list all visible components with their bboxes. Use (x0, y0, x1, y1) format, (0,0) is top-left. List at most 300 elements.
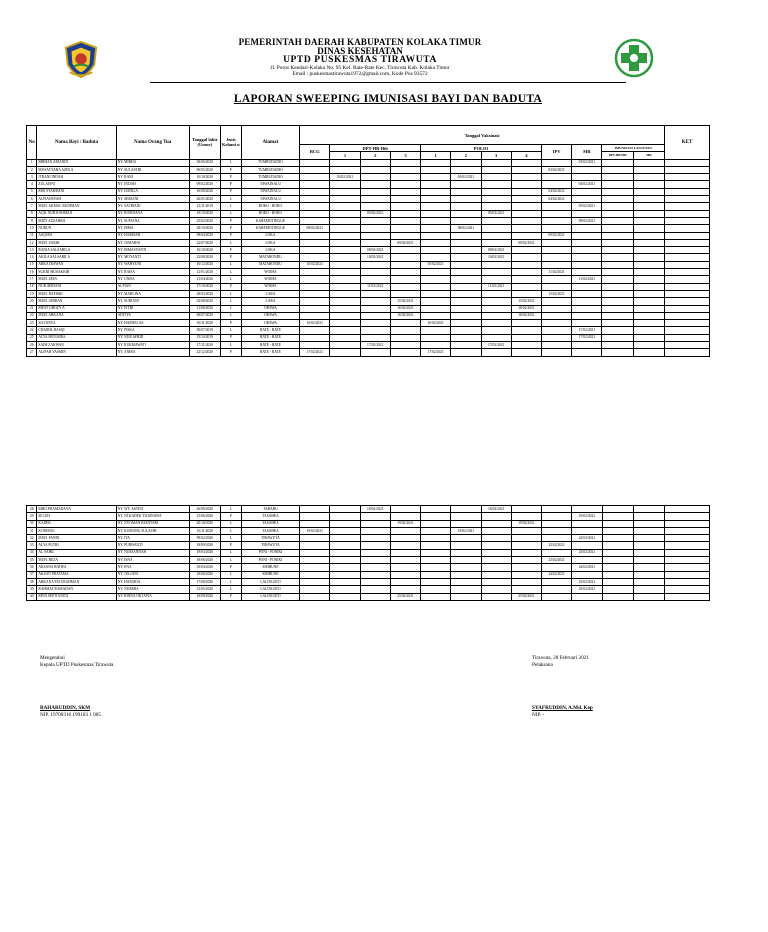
table-row (27, 276, 710, 283)
table-cell (542, 586, 572, 593)
table-cell (602, 247, 633, 254)
table-cell: 30/06/2020 (189, 159, 220, 166)
table-cell: 24/02/2021 (542, 571, 572, 578)
table-cell (300, 593, 330, 600)
table-cell: 18/02/2021 (360, 506, 390, 513)
table-cell (572, 520, 602, 527)
sig-right-name: SYAFRUDDIN, A.Md. Kep (532, 705, 593, 711)
table-cell (421, 276, 451, 283)
table-cell: LALINGATO (241, 578, 299, 585)
table-cell: NY. DAHLIA (116, 188, 189, 195)
table-cell (511, 232, 541, 239)
table-row (27, 586, 710, 593)
table-cell (665, 513, 710, 520)
table-cell (300, 188, 330, 195)
table-cell (421, 196, 451, 203)
header-address: Jl. Poros Kendari-Kolaka No. 95 Kel. Rate-Rate Kec. Tirawuta Kab. Kolaka Timur (270, 65, 450, 71)
table-cell (360, 261, 390, 268)
table-cell: 22/07/2020 (189, 239, 220, 246)
table-cell: P (220, 181, 241, 188)
table-cell: 15/02/2021 (542, 290, 572, 297)
table-cell: P (220, 349, 241, 356)
table-cell (511, 217, 541, 224)
table-cell (633, 261, 664, 268)
table-cell (665, 334, 710, 341)
table-cell (665, 181, 710, 188)
table-cell (602, 342, 633, 349)
table-cell (330, 578, 360, 585)
table-cell: 12 (27, 239, 37, 246)
table-cell (451, 342, 481, 349)
table-cell (665, 174, 710, 181)
table-cell: L (220, 327, 241, 334)
table-cell: ZULAISNI (37, 181, 116, 188)
table-cell: 26/09/2020 (189, 506, 220, 513)
table-cell: NY. HASRIAH (116, 232, 189, 239)
puskesmas-logo (614, 38, 654, 78)
table-cell (360, 225, 390, 232)
table-cell: 18/06/2020 (189, 571, 220, 578)
table-cell: LARA (241, 298, 299, 305)
table-cell (665, 586, 710, 593)
table-cell: WOIHA (241, 283, 299, 290)
table-cell (360, 290, 390, 297)
table-cell: MUH. ARKANA (37, 312, 116, 319)
signature-left (40, 655, 113, 719)
table-cell (300, 506, 330, 513)
table-row (27, 181, 710, 188)
table-cell: 09/02/2021 (481, 247, 511, 254)
table-cell: L (220, 586, 241, 593)
table-cell (602, 506, 633, 513)
table-cell: LOKA (241, 239, 299, 246)
table-cell: 16/12/2020 (189, 261, 220, 268)
table-cell: 06/05/2020 (189, 166, 220, 173)
table-cell: L (220, 269, 241, 276)
table-cell (390, 542, 420, 549)
table-cell (665, 542, 710, 549)
table-row (27, 210, 710, 217)
table-cell: NY. HASNIDA (116, 578, 189, 585)
table-cell (330, 513, 360, 520)
table-cell (451, 203, 481, 210)
table-cell: TUMBUDADIO (241, 166, 299, 173)
col-header-jk: Jenis Kelami n (220, 126, 241, 160)
table-cell (665, 166, 710, 173)
table-cell (330, 239, 360, 246)
table-cell: 17/10/2020 (189, 283, 220, 290)
table-cell (451, 159, 481, 166)
table-cell (633, 174, 664, 181)
table-cell (421, 549, 451, 556)
table-cell (602, 298, 633, 305)
table-cell: 25 (27, 334, 37, 341)
table-row (27, 225, 710, 232)
table-cell (360, 312, 390, 319)
table-cell (451, 196, 481, 203)
table-cell (481, 586, 511, 593)
col-header-lanjutan: IMUNISASI LANJUTAN (602, 145, 665, 152)
table-cell (572, 261, 602, 268)
table-cell (572, 232, 602, 239)
table-cell: TIRAWUTA (241, 542, 299, 549)
table-cell (572, 557, 602, 564)
table-cell (330, 210, 360, 217)
table-cell (451, 217, 481, 224)
table-cell: KOMANG (37, 527, 116, 534)
table-cell (633, 520, 664, 527)
table-cell (390, 276, 420, 283)
table-cell (542, 247, 572, 254)
table-cell: L (220, 312, 241, 319)
table-cell: 17/02/2021 (300, 349, 330, 356)
table-cell (421, 312, 451, 319)
table-cell (451, 276, 481, 283)
table-cell (421, 210, 451, 217)
table-cell (665, 506, 710, 513)
table-cell: ALFIANSYAH (37, 196, 116, 203)
table-cell: 39 (27, 586, 37, 593)
table-cell: 11/02/2021 (360, 283, 390, 290)
table-cell: NY. NURMIA (116, 586, 189, 593)
table-cell (602, 557, 633, 564)
table-cell (390, 188, 420, 195)
table-cell (633, 203, 664, 210)
table-cell (542, 349, 572, 356)
table-cell: 24 (27, 327, 37, 334)
table-cell: RATE - RATE (241, 342, 299, 349)
table-cell: 09/04/2020 (189, 232, 220, 239)
table-cell: TASAHEA (241, 520, 299, 527)
table-cell: 8 (27, 210, 37, 217)
table-cell (330, 305, 360, 312)
table-cell: 38 (27, 578, 37, 585)
table-cell: KAREMOTINGGE (241, 217, 299, 224)
table-cell: P (220, 225, 241, 232)
table-cell (300, 571, 330, 578)
table-cell (330, 506, 360, 513)
table-cell (511, 320, 541, 327)
table-cell (633, 232, 664, 239)
table-cell: 02/08/2020 (189, 298, 220, 305)
table-row (27, 578, 710, 585)
sig-right-line1: Tirawuta, 28 Februari 2021 (532, 655, 589, 661)
table-cell: KADEK (37, 520, 116, 527)
table-row (27, 527, 710, 534)
table-cell (421, 586, 451, 593)
col-header-dpt: DPT-HB-Hib (330, 145, 421, 152)
table-cell (421, 181, 451, 188)
table-cell (481, 334, 511, 341)
table-cell: 22/02/2021 (572, 535, 602, 542)
table-cell (330, 203, 360, 210)
table-cell (330, 276, 360, 283)
table-cell (542, 217, 572, 224)
table-cell: L (220, 535, 241, 542)
table-cell (421, 254, 451, 261)
table-cell (542, 305, 572, 312)
table-cell (390, 506, 420, 513)
table-cell: 08/02/2021 (572, 217, 602, 224)
table-row (27, 320, 710, 327)
table-cell (481, 513, 511, 520)
table-cell (542, 312, 572, 319)
table-cell: 04/02/2021 (542, 196, 572, 203)
table-cell (330, 217, 360, 224)
table-cell (360, 527, 390, 534)
col-header-ket: KET (665, 126, 710, 160)
table-cell (511, 564, 541, 571)
table-cell: NY. SURIANI (116, 298, 189, 305)
table-cell: 11/02/2021 (481, 283, 511, 290)
table-cell (421, 571, 451, 578)
table-cell: 10/18/2020 (189, 174, 220, 181)
table-cell: 11/08/2020 (189, 305, 220, 312)
table-cell: 09/02/2021 (360, 247, 390, 254)
table-cell: MIZY AZZAHRA (37, 217, 116, 224)
table-cell: P (220, 166, 241, 173)
table-cell (665, 254, 710, 261)
table-cell (390, 549, 420, 556)
table-cell (572, 210, 602, 217)
immunization-table-top (26, 125, 710, 357)
table-cell (665, 188, 710, 195)
table-cell: 13/05/2020 (189, 586, 220, 593)
table-row (27, 327, 710, 334)
table-cell (300, 305, 330, 312)
table-cell (602, 571, 633, 578)
col-header-tgl: Tanggal lahir (Umur) (189, 126, 220, 160)
table-cell (330, 334, 360, 341)
table-cell (300, 542, 330, 549)
table-cell: 10/02/2021 (481, 254, 511, 261)
table-cell: 08/02/2021 (300, 225, 330, 232)
table-cell: NY. RUKMAWATI (116, 342, 189, 349)
table-cell (572, 166, 602, 173)
table-cell (300, 159, 330, 166)
table-row (27, 159, 710, 166)
table-cell (572, 290, 602, 297)
table-cell: 04/02/2021 (542, 188, 572, 195)
table-cell (542, 283, 572, 290)
table-row (27, 166, 710, 173)
table-cell (633, 564, 664, 571)
table-cell: L (220, 305, 241, 312)
col-header-polio-4: 4 (511, 152, 541, 159)
table-cell (572, 254, 602, 261)
table-cell: MUH. ZAKIR (37, 239, 116, 246)
table-cell (330, 247, 360, 254)
col-header-polio-3: 3 (481, 152, 511, 159)
table-cell: LOKA (241, 247, 299, 254)
table-cell: 1 (27, 159, 37, 166)
table-cell: NY. NURJANNAH (116, 549, 189, 556)
table-cell (390, 247, 420, 254)
table-cell (511, 247, 541, 254)
table-cell: NY. UNDA (116, 276, 189, 283)
table-cell (602, 174, 633, 181)
table-row (27, 564, 710, 571)
table-cell: 03/02/2021 (572, 159, 602, 166)
table-cell: 18/09/2020 (189, 542, 220, 549)
col-header-lanjutan-mr: MR (633, 152, 664, 159)
col-header-ortu: Nama Orang Tua (116, 126, 189, 160)
table-cell (451, 232, 481, 239)
table-cell (360, 334, 390, 341)
table-cell: 21 (27, 305, 37, 312)
table-cell (602, 254, 633, 261)
table-cell (511, 276, 541, 283)
table-cell (390, 203, 420, 210)
table-cell: 36 (27, 564, 37, 571)
table-cell: TAWAINALU (241, 181, 299, 188)
table-cell: NY. ITA (116, 535, 189, 542)
table-cell (602, 578, 633, 585)
table-cell (665, 276, 710, 283)
table-row (27, 254, 710, 261)
table-cell (511, 513, 541, 520)
table-cell: RIFAT GHOZY A (37, 305, 116, 312)
table-cell (481, 217, 511, 224)
table-cell: NURUN (37, 225, 116, 232)
table-cell: 20/18/2020 (189, 520, 220, 527)
table-cell: 19/02/2021 (511, 520, 541, 527)
table-cell (390, 349, 420, 356)
table-cell: 09/02/2021 (542, 232, 572, 239)
table-cell (633, 342, 664, 349)
header-line2: DINAS KESEHATAN (317, 46, 403, 56)
table-cell (633, 181, 664, 188)
table-cell: LOKA (241, 232, 299, 239)
table-cell (481, 593, 511, 600)
table-cell (360, 327, 390, 334)
table-cell: 15/02/2021 (511, 298, 541, 305)
table-cell (511, 254, 541, 261)
table-cell (300, 269, 330, 276)
table-cell (421, 342, 451, 349)
table-cell (330, 549, 360, 556)
table-cell: MUSAYYARA AZIILA (37, 166, 116, 173)
table-cell (602, 166, 633, 173)
table-cell (542, 578, 572, 585)
table-cell: 15/02/2021 (390, 298, 420, 305)
table-cell (542, 327, 572, 334)
table-cell (633, 217, 664, 224)
table-row (27, 174, 710, 181)
table-cell: TAWAINALU (241, 188, 299, 195)
table-cell (665, 327, 710, 334)
table-cell (300, 549, 330, 556)
table-cell: 19/03/2020 (189, 549, 220, 556)
table-cell (542, 254, 572, 261)
table-cell: 5 (27, 188, 37, 195)
table-cell (421, 188, 451, 195)
table-cell: L (220, 290, 241, 297)
table-cell (300, 312, 330, 319)
table-cell (481, 159, 511, 166)
table-cell: P (220, 320, 241, 327)
table-cell: NY. ENA (116, 564, 189, 571)
table-cell (511, 203, 541, 210)
table-cell (390, 290, 420, 297)
table-cell: TABARU (241, 506, 299, 513)
table-cell: 12/01/2020 (189, 269, 220, 276)
table-cell: WOIHA (241, 276, 299, 283)
table-cell: 23/08/2020 (189, 254, 220, 261)
table-cell (602, 217, 633, 224)
table-cell (330, 188, 360, 195)
table-cell (330, 320, 360, 327)
table-cell: P (220, 174, 241, 181)
table-row (27, 506, 710, 513)
table-cell (542, 549, 572, 556)
table-cell: 03/02/2021 (542, 166, 572, 173)
table-cell: NY. NYOMAN RIANTARI (116, 520, 189, 527)
table-cell: 40 (27, 593, 37, 600)
table-cell (330, 312, 360, 319)
table-cell (633, 188, 664, 195)
table-cell: L (220, 210, 241, 217)
table-cell (511, 549, 541, 556)
table-cell (481, 327, 511, 334)
table-cell (602, 549, 633, 556)
table-cell: 20 (27, 298, 37, 305)
table-cell: NY. SULASTRI (116, 166, 189, 173)
table-cell (421, 225, 451, 232)
table-cell (481, 557, 511, 564)
table-cell: 14 (27, 254, 37, 261)
table-cell (481, 349, 511, 356)
table-row (27, 188, 710, 195)
table-cell (451, 571, 481, 578)
table-cell (633, 506, 664, 513)
table-cell (300, 327, 330, 334)
table-cell (665, 571, 710, 578)
table-cell (633, 578, 664, 585)
table-cell (421, 174, 451, 181)
table-cell (633, 298, 664, 305)
table-cell: 34 (27, 549, 37, 556)
header-line1: PEMERINTAH DAERAH KABUPATEN KOLAKA TIMUR (238, 37, 482, 47)
table-cell: 16/10/2020 (189, 247, 220, 254)
table-cell: P (220, 593, 241, 600)
table-cell: 19/02/2021 (390, 520, 420, 527)
table-cell (665, 578, 710, 585)
table-row (27, 305, 710, 312)
table-cell (511, 166, 541, 173)
table-cell (665, 320, 710, 327)
table-cell: PONI - PONIKI (241, 549, 299, 556)
table-cell: NY. MOYANTI (116, 254, 189, 261)
table-cell (421, 334, 451, 341)
table-cell: 27 (27, 349, 37, 356)
table-cell (542, 342, 572, 349)
table-cell (572, 196, 602, 203)
table-cell: 15 (27, 261, 37, 268)
table-cell (330, 557, 360, 564)
table-cell (300, 586, 330, 593)
table-cell (421, 203, 451, 210)
table-cell: TAWAINALU (241, 196, 299, 203)
table-cell (360, 535, 390, 542)
table-cell (572, 349, 602, 356)
table-row (27, 217, 710, 224)
table-cell: NY. WAHYUNI (116, 261, 189, 268)
table-cell: MUH. RAFISKI (37, 290, 116, 297)
table-cell: SILVANYA (37, 320, 116, 327)
table-cell (602, 232, 633, 239)
table-cell (330, 298, 360, 305)
